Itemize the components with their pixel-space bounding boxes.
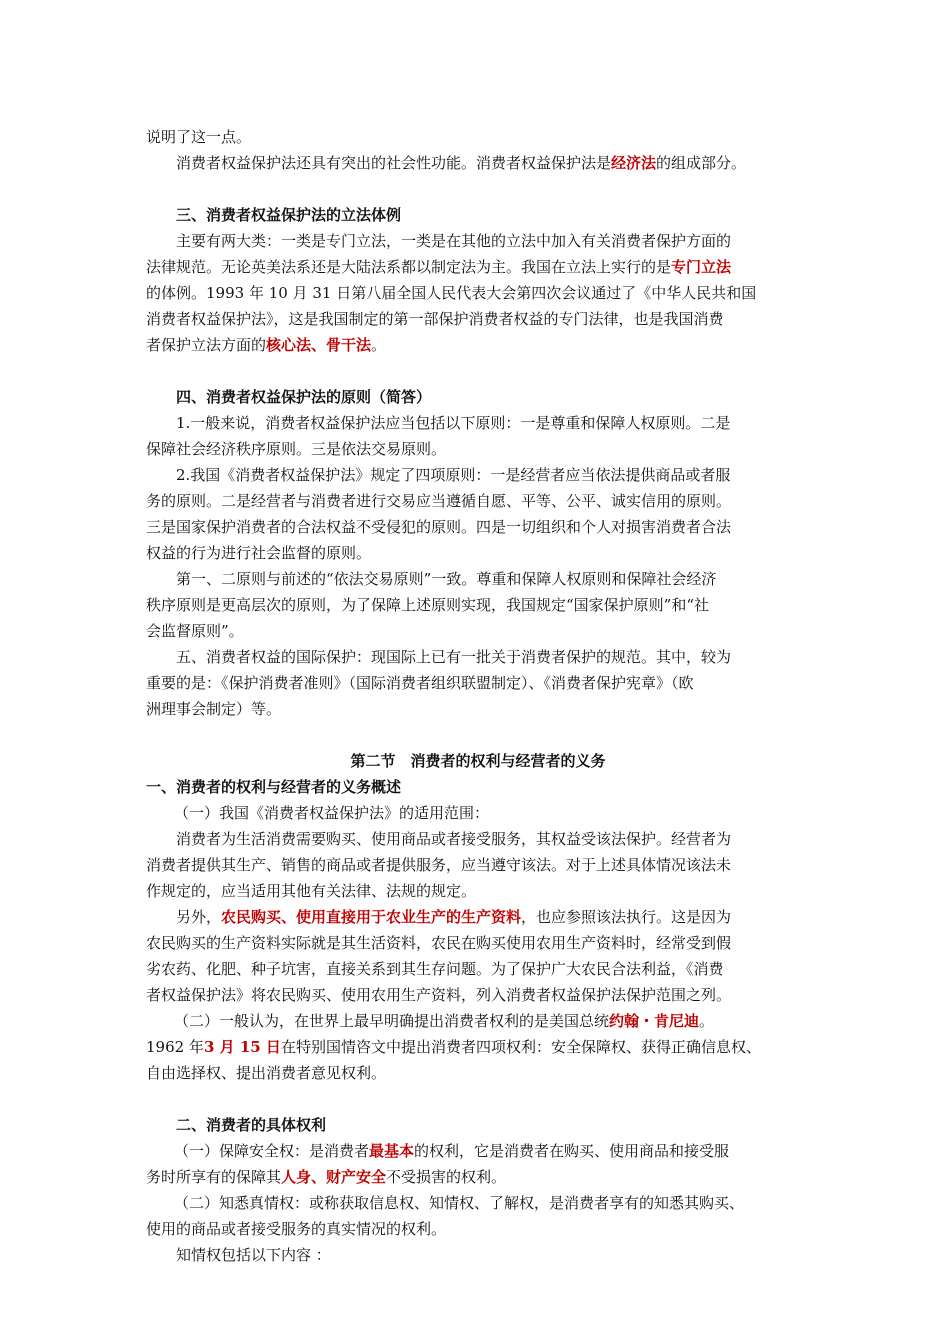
paragraph-line: 务的原则。二是经营者与消费者进行交易应当遵循自愿、平等、公平、诚实信用的原则。 [146, 492, 732, 510]
paragraph-line: 者权益保护法》将农民购买、使用农用生产资料，列入消费者权益保护法保护范围之列。 [146, 986, 732, 1004]
paragraph-line: 2.我国《消费者权益保护法》规定了四项原则：一是经营者应当依法提供商品或者服 [176, 466, 731, 484]
paragraph-line: 五、消费者权益的国际保护：现国际上已有一批关于消费者保护的规范。其中，较为 [176, 648, 732, 666]
paragraph-line: 第一、二原则与前述的“依法交易原则”一致。尊重和保障人权原则和保障社会经济 [176, 570, 717, 588]
highlight-text: 经济法 [611, 154, 657, 172]
paragraph-line: 者保护立法方面的核心法、骨干法。 [146, 336, 387, 354]
paragraph-line: 1.一般来说，消费者权益保护法应当包括以下原则：一是尊重和保障人权原则。二是 [176, 414, 731, 432]
paragraph-line: 法律规范。无论英美法系还是大陆法系都以制定法为主。我国在立法上实行的是专门立法 [146, 258, 732, 276]
paragraph-line: （二）知悉真情权：或称获取信息权、知情权、了解权，是消费者享有的知悉其购买、 [174, 1194, 745, 1212]
chapter-section-title: 第二节 消费者的权利与经营者的义务 [350, 752, 606, 770]
document-page [146, 124, 810, 1268]
paragraph-line: 劣农药、化肥、种子坑害，直接关系到其生存问题。为了保护广大农民合法利益，《消费 [146, 960, 724, 978]
paragraph-line: 消费者权益保护法》，这是我国制定的第一部保护消费者权益的专门法律，也是我国消费 [146, 310, 724, 328]
paragraph-line: 主要有两大类：一类是专门立法，一类是在其他的立法中加入有关消费者保护方面的 [176, 232, 732, 250]
paragraph-line: 另外，农民购买、使用直接用于农业生产的生产资料，也应参照该法执行。这是因为 [176, 908, 732, 926]
paragraph-line: 消费者为生活消费需要购买、使用商品或者接受服务，其权益受该法保护。经营者为 [176, 830, 732, 848]
section-heading: 一、消费者的权利与经营者的义务概述 [146, 778, 402, 796]
paragraph-line: 三是国家保护消费者的合法权益不受侵犯的原则。四是一切组织和个人对损害消费者合法 [146, 518, 732, 536]
highlight-text: 约翰・肯尼迪 [609, 1012, 700, 1030]
paragraph-line: 自由选择权、提出消费者意见权利。 [146, 1064, 387, 1082]
paragraph-line: 说明了这一点。 [146, 128, 252, 146]
paragraph-line: （一）保障安全权：是消费者最基本的权利，它是消费者在购买、使用商品和接受服 [174, 1142, 730, 1160]
paragraph-line: （二）一般认为，在世界上最早明确提出消费者权利的是美国总统约翰・肯尼迪。 [174, 1012, 715, 1030]
highlight-text: 人身、财产安全 [281, 1168, 387, 1186]
paragraph-line: 农民购买的生产资料实际就是其生活资料，农民在购买使用农用生产资料时，经常受到假 [146, 934, 732, 952]
section-heading: 四、消费者权益保护法的原则（简答） [176, 388, 432, 406]
paragraph-line: （一）我国《消费者权益保护法》的适用范围： [174, 804, 490, 822]
section-heading: 二、消费者的具体权利 [176, 1116, 327, 1134]
paragraph-line: 秩序原则是更高层次的原则，为了保障上述原则实现，我国规定“国家保护原则”和“社 [146, 596, 710, 614]
paragraph-line: 知情权包括以下内容 ： [176, 1246, 331, 1264]
paragraph-line: 消费者权益保护法还具有突出的社会性功能。消费者权益保护法是经济法的组成部分。 [176, 154, 747, 172]
paragraph-line: 的体例。1993 年 10 月 31 日第八届全国人民代表大会第四次会议通过了《中华人民共和国 [146, 284, 757, 302]
paragraph-line: 权益的行为进行社会监督的原则。 [146, 544, 372, 562]
paragraph-line: 会监督原则”。 [146, 622, 244, 640]
highlight-text: 专门立法 [671, 258, 732, 276]
paragraph-line: 务时所享有的保障其人身、财产安全不受损害的权利。 [146, 1168, 507, 1186]
highlight-text: 3 月 15 日 [203, 1038, 281, 1056]
paragraph-line: 作规定的，应当适用其他有关法律、法规的规定。 [146, 882, 477, 900]
paragraph-line: 重要的是：《保护消费者准则》（国际消费者组织联盟制定）、《消费者保护宪章》（欧 [146, 674, 694, 692]
paragraph-line: 1962 年3 月 15 日在特别国情咨文中提出消费者四项权利：安全保障权、获得正确信息权、 [146, 1038, 761, 1056]
highlight-text: 最基本 [369, 1142, 415, 1160]
paragraph-line: 消费者提供其生产、销售的商品或者提供服务，应当遵守该法。对于上述具体情况该法未 [146, 856, 732, 874]
section-heading: 三、消费者权益保护法的立法体例 [176, 206, 402, 224]
paragraph-line: 洲理事会制定）等。 [146, 700, 282, 718]
highlight-text: 核心法、骨干法 [266, 336, 372, 354]
paragraph-line: 保障社会经济秩序原则。三是依法交易原则。 [146, 440, 447, 458]
paragraph-line: 使用的商品或者接受服务的真实情况的权利。 [146, 1220, 447, 1238]
highlight-text: 农民购买、使用直接用于农业生产的生产资料 [221, 908, 522, 926]
